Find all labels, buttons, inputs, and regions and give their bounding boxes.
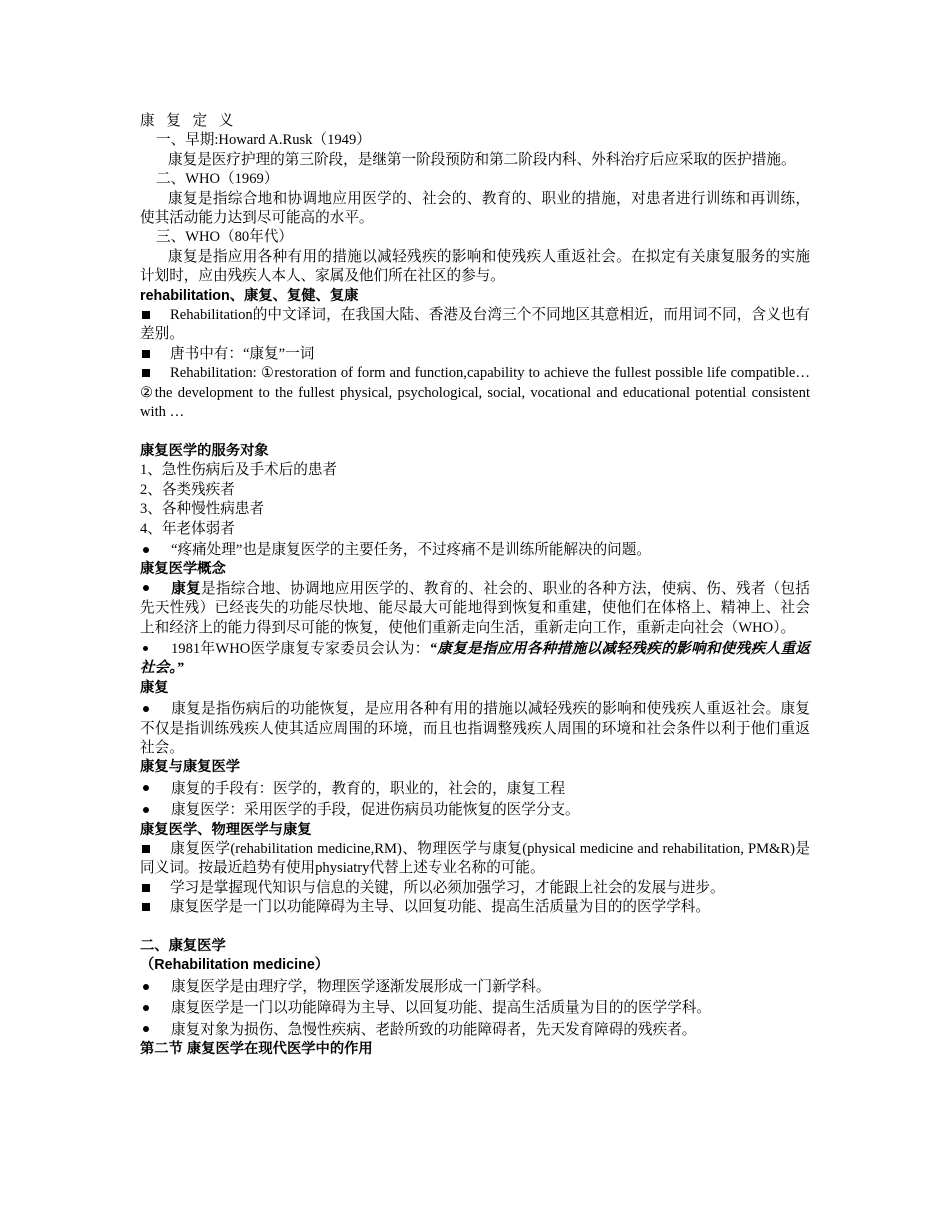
heading-service-targets: 康复医学的服务对象: [140, 442, 269, 459]
list-item: 1、急性伤病后及手术后的患者: [140, 462, 338, 479]
document-title: 康 复 定 义: [140, 113, 238, 129]
list-item: 2、各类残疾者: [140, 481, 235, 498]
dot-bullet-icon: [143, 1005, 149, 1011]
dot-bullet-icon: [143, 585, 149, 591]
list-item-text: 1981年WHO医学康复专家委员会认为：: [171, 640, 430, 657]
dot-bullet-icon: [143, 547, 149, 553]
dot-bullet-icon: [143, 1026, 149, 1032]
square-bullet-icon: [142, 903, 150, 911]
list-item: [140, 898, 810, 917]
section-text-who-1969: 康复是指综合地和协调地应用医学的、社会的、教育的、职业的措施，对患者进行训练和再训练，使其活动能力达到尽可能高的水平。: [140, 190, 810, 227]
dot-bullet-icon: [143, 646, 148, 651]
list-item: [140, 345, 810, 364]
square-bullet-icon: [142, 884, 150, 892]
list-item: [140, 999, 810, 1018]
section-heading-early: 一、早期:Howard A.Rusk（1949）: [156, 132, 371, 149]
list-item: [140, 364, 810, 422]
square-bullet-icon: [142, 369, 150, 377]
square-bullet-icon: [142, 350, 150, 358]
list-item: 4、年老体弱者: [140, 520, 235, 537]
heading-kangfu: 康复: [140, 679, 169, 696]
list-item: [140, 580, 810, 638]
section-text-early: 康复是医疗护理的第三阶段，是继第一阶段预防和第二阶段内科、外科治疗后应采取的医护措施。: [168, 151, 796, 168]
list-item: 3、各种慢性病患者: [140, 501, 265, 518]
list-item-text: 唐书中有：“康复”一词: [170, 345, 315, 362]
heading-concept: 康复医学概念: [140, 561, 226, 578]
document-page: [140, 112, 810, 1059]
section-heading-who-1969: 二、WHO（1969）: [156, 171, 279, 188]
list-item-text: 是指综合地、协调地应用医学的、教育的、社会的、职业的各种方法，使病、伤、残者（包括先天性残）已经丧失的功能尽快地、能尽最大可能地得到恢复和重建，使他们在体格上、精神上、社会上和经济上的能力得到尽可能的恢复，使他们重新走向生活，重新走向工作，重新走向社会（WHO）。: [140, 580, 810, 636]
dot-bullet-icon: [143, 984, 149, 990]
section-heading-who-80s: 三、WHO（80年代）: [156, 229, 294, 246]
list-item-text: 康复医学是一门以功能障碍为主导、以回复功能、提高生活质量为目的的医学学科。: [170, 899, 710, 916]
list-item-text: 康复是指伤病后的功能恢复，是应用各种有用的措施以减轻残疾的影响和使残疾人重返社会。康复不仅是指训练残疾人使其适应周围的环境，而且也指调整残疾人周围的环境和社会条件以利于他们重返社会。: [140, 701, 810, 756]
list-item: [140, 541, 810, 560]
square-bullet-icon: [142, 845, 150, 853]
list-item: [140, 978, 810, 997]
list-item: [140, 306, 810, 345]
quote-text: “康复是指应用各种措施以减轻残疾的影响和使残疾人重返社会。”: [140, 640, 810, 677]
list-item: [140, 801, 810, 820]
list-item-text: 康复医学：采用医学的手段，促进伤病员功能恢复的医学分支。: [171, 802, 580, 819]
list-item: [140, 640, 810, 679]
list-item-text: Rehabilitation: ①restoration of form and function,capability to achieve the fullest possible life compatible… ②the development to the fullest physical, psychological, social, vocational and educational potential consistent with …: [140, 365, 810, 421]
list-item: [140, 780, 810, 799]
square-bullet-icon: [142, 311, 150, 319]
list-item-text: “疼痛处理”也是康复医学的主要任务，不过疼痛不是训练所能解决的问题。: [171, 541, 651, 558]
section-text-who-80s: 康复是指应用各种有用的措施以减轻残疾的影响和使残疾人重返社会。在拟定有关康复服务的实施计划时，应由残疾人本人、家属及他们所在社区的参与。: [140, 248, 810, 285]
list-item-text: 康复医学是一门以功能障碍为主导、以回复功能、提高生活质量为目的的医学学科。: [171, 1000, 711, 1017]
list-item-text: 学习是掌握现代知识与信息的关键，所以必须加强学习，才能跟上社会的发展与进步。: [170, 879, 725, 896]
list-item-text: 康复医学(rehabilitation medicine,RM)、物理医学与康复(physical medicine and rehabilitation, PM&R)是同义词。按最近趋势有使用physiatry代替上述专业名称的可能。: [140, 841, 810, 877]
list-item-text: 康复医学是由理疗学，物理医学逐渐发展形成一门新学科。: [171, 978, 551, 995]
list-item-text: 康复的手段有：医学的，教育的，职业的，社会的，康复工程: [171, 780, 566, 797]
heading-physical-medicine: 康复医学、物理医学与康复: [140, 821, 312, 838]
section-heading: 第二节 康复医学在现代医学中的作用: [140, 1041, 373, 1058]
spacer: [140, 423, 810, 442]
list-item: [140, 700, 810, 758]
bold-term: 康复: [171, 580, 201, 597]
list-item-text: 康复对象为损伤、急慢性疾病、老龄所致的功能障碍者，先天发育障碍的残疾者。: [171, 1021, 697, 1038]
list-item: [140, 1021, 810, 1040]
list-item: [140, 840, 810, 879]
heading-rehabilitation-terms: rehabilitation、康复、复健、复康: [140, 287, 359, 304]
list-item-text: Rehabilitation的中文译词，在我国大陆、香港及台湾三个不同地区其意相近，而用词不同，含义也有差别。: [140, 307, 810, 343]
spacer: [140, 918, 810, 937]
dot-bullet-icon: [143, 706, 149, 712]
list-item: [140, 879, 810, 898]
chapter-subheading: （Rehabilitation medicine）: [140, 957, 330, 974]
dot-bullet-icon: [143, 807, 149, 813]
dot-bullet-icon: [143, 785, 149, 791]
chapter-heading: 二、康复医学: [140, 938, 226, 955]
heading-rehab-and-medicine: 康复与康复医学: [140, 759, 241, 776]
